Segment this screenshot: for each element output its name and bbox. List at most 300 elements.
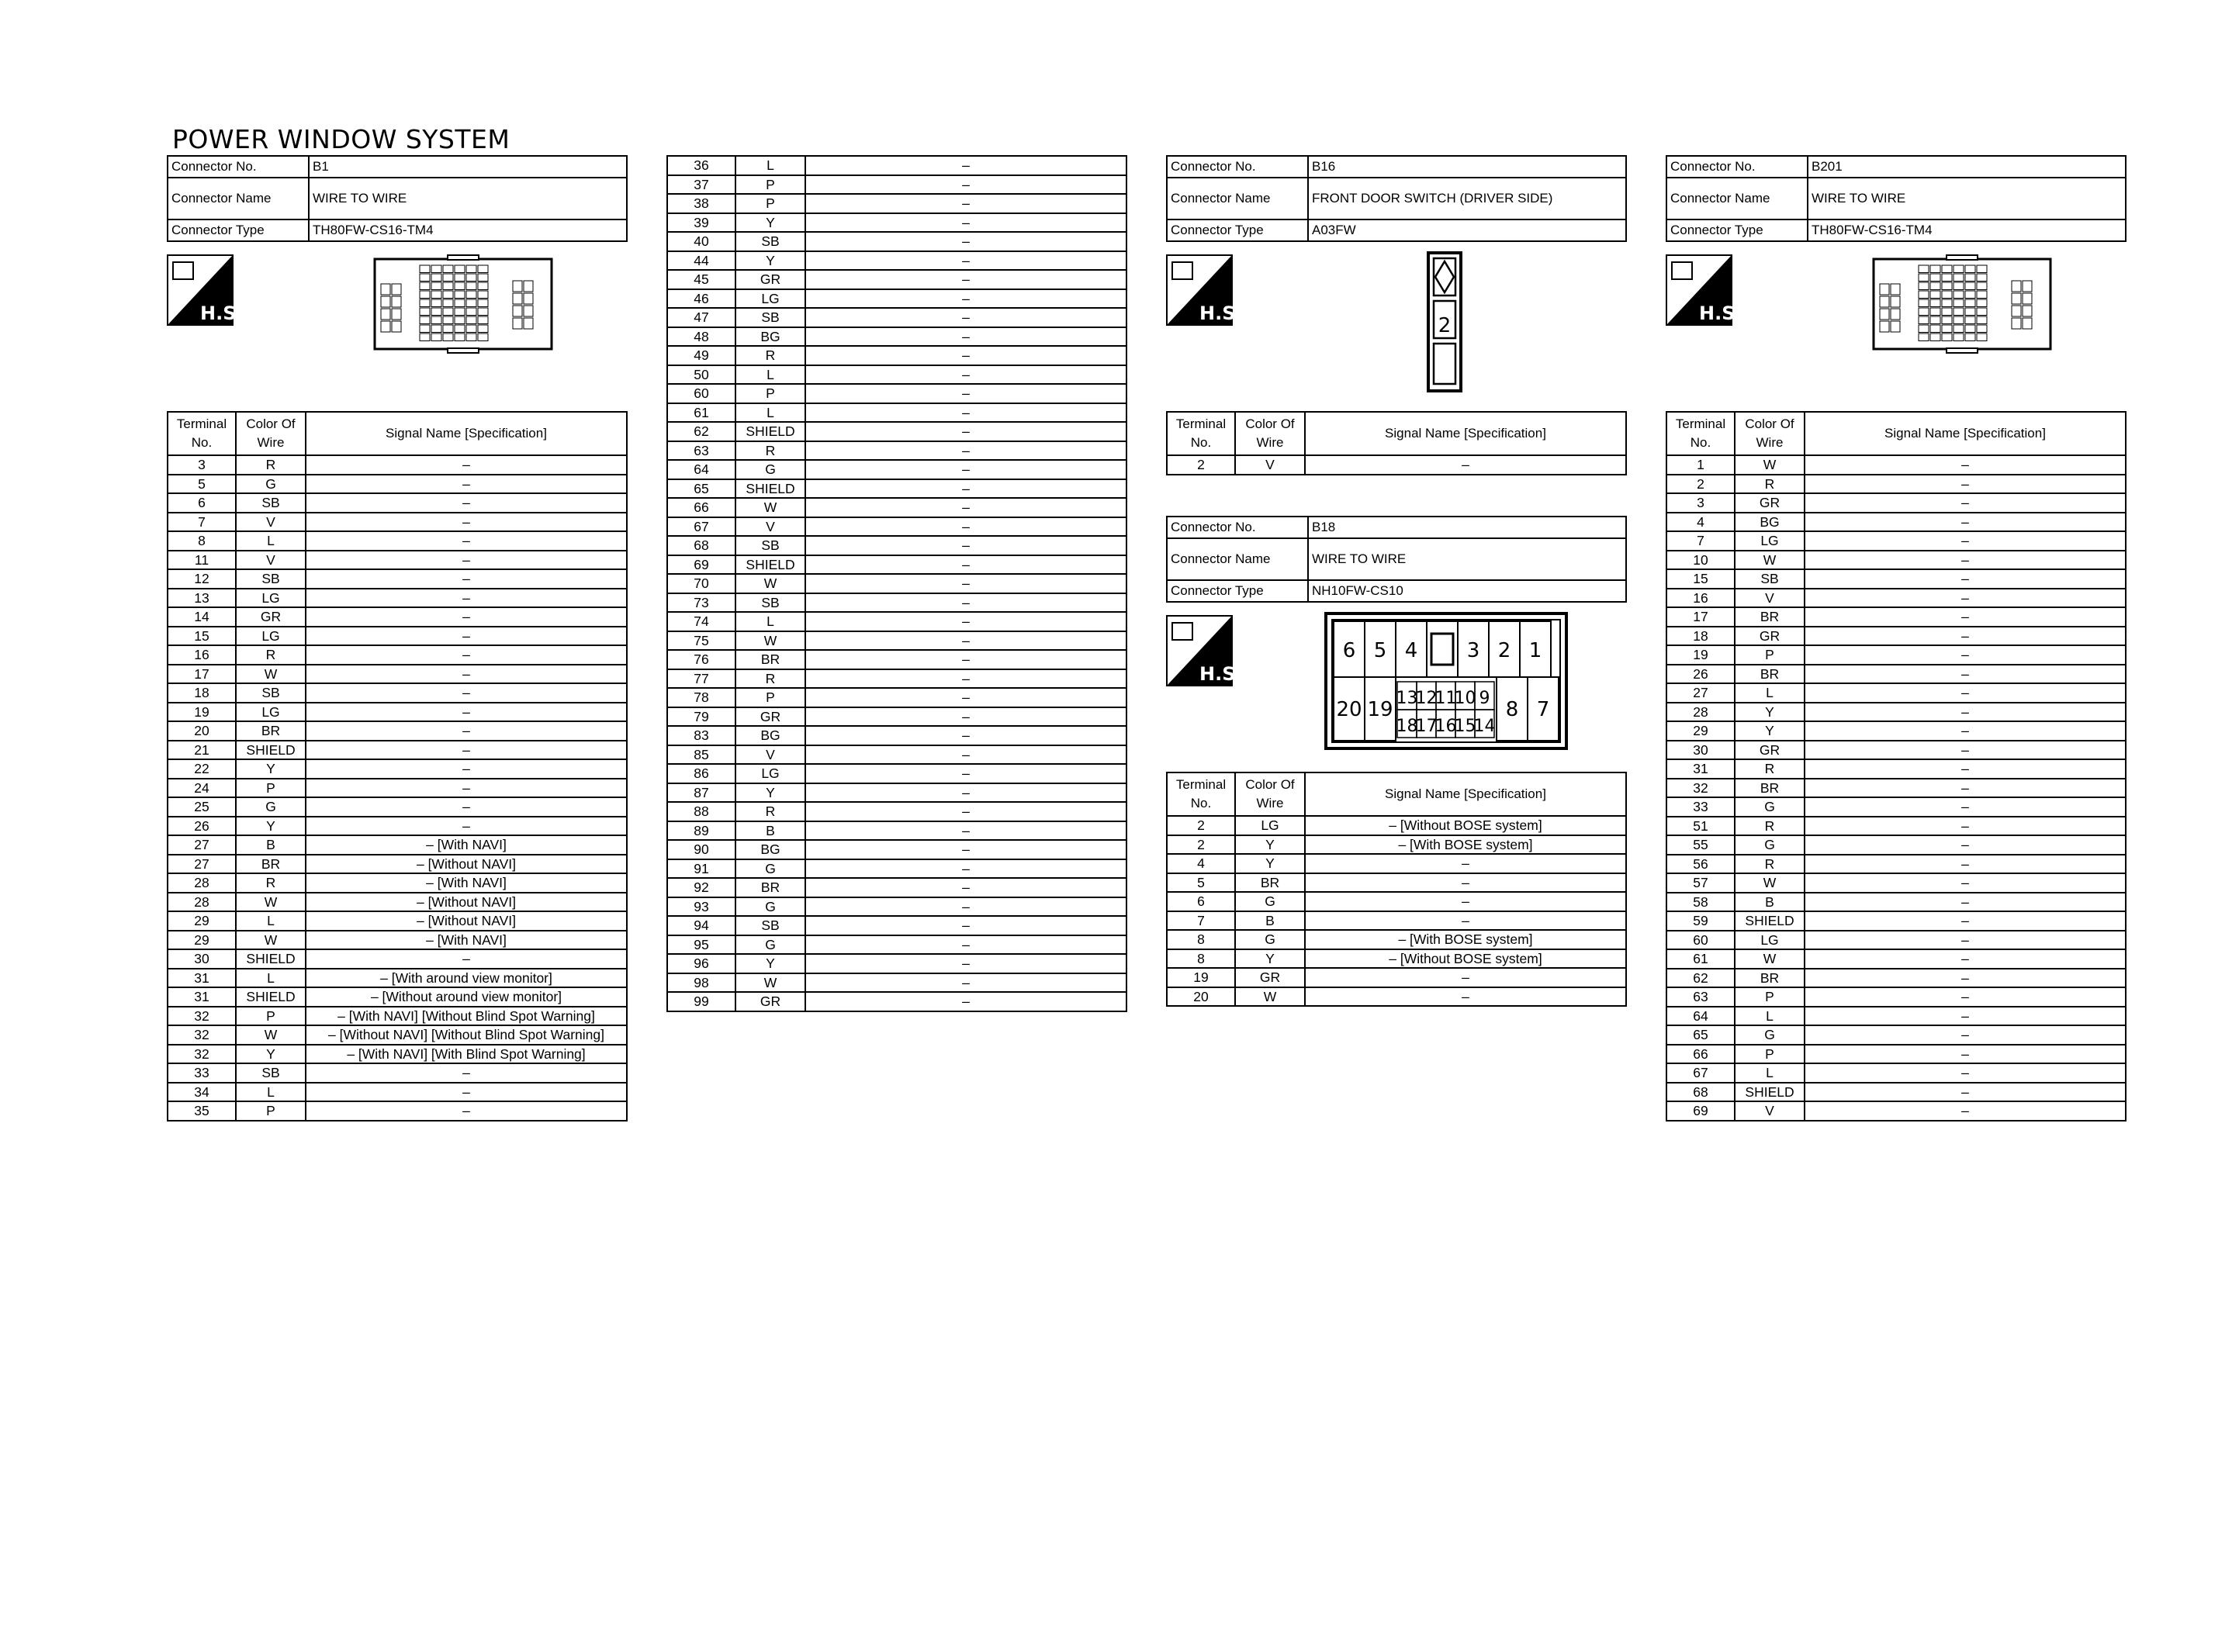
- table-row: [1666, 987, 2126, 1007]
- table-row: [168, 1025, 627, 1045]
- table-row: [667, 935, 1126, 955]
- wire-color-cell: P: [735, 688, 805, 707]
- table-row: [1666, 1063, 2126, 1083]
- page-title: POWER WINDOW SYSTEM: [172, 124, 510, 154]
- wire-color-cell: W: [1735, 455, 1805, 475]
- table-row: [667, 422, 1126, 441]
- terminal-no-cell: 6: [168, 493, 236, 513]
- table-row: [1666, 475, 2126, 494]
- signal-name-cell: –: [1805, 455, 2126, 475]
- table-row: [667, 612, 1126, 631]
- terminal-no-cell: 45: [667, 270, 735, 289]
- table-row: [667, 384, 1126, 403]
- table-row: [1167, 949, 1626, 969]
- table-row: [1167, 911, 1626, 931]
- wire-color-cell: W: [1235, 987, 1305, 1007]
- signal-name-cell: –: [805, 973, 1126, 993]
- wire-color-cell: R: [236, 645, 306, 665]
- wire-color-cell: G: [236, 797, 306, 817]
- signal-name-cell: –: [805, 555, 1126, 575]
- terminal-no-cell: 93: [667, 897, 735, 917]
- table-row: [667, 878, 1126, 897]
- table-row: [1167, 455, 1626, 475]
- terminal-no-cell: 79: [667, 707, 735, 727]
- connector-b201-diagram: [1666, 242, 2127, 411]
- signal-name-cell: – [With NAVI]: [306, 835, 627, 855]
- wire-color-cell: P: [236, 779, 306, 798]
- table-row: [168, 531, 627, 551]
- signal-name-cell: –: [306, 1063, 627, 1083]
- connector-no-label: Connector No.: [1666, 156, 1808, 178]
- wire-color-cell: R: [1735, 475, 1805, 494]
- table-row: [168, 721, 627, 741]
- pin-label: 11: [1434, 689, 1457, 708]
- terminal-no-cell: 27: [168, 835, 236, 855]
- connector-b1-face-icon: [373, 254, 553, 354]
- wire-color-cell: V: [735, 745, 805, 765]
- connector-no-value: B1: [309, 156, 627, 178]
- table-row: [667, 802, 1126, 821]
- wire-color-cell: R: [1735, 759, 1805, 779]
- table-row: [168, 475, 627, 494]
- wire-color-cell: SB: [236, 1063, 306, 1083]
- wire-color-cell: LG: [735, 764, 805, 783]
- terminal-no-cell: 1: [1666, 455, 1735, 475]
- wire-color-cell: BG: [735, 840, 805, 859]
- signal-name-cell: –: [805, 707, 1126, 727]
- pin-label: 3: [1466, 639, 1480, 662]
- wire-color-cell: V: [735, 517, 805, 537]
- wire-color-cell: SB: [735, 593, 805, 613]
- table-row: [168, 1063, 627, 1083]
- pin-label: 9: [1479, 689, 1490, 708]
- table-row: [1666, 911, 2126, 931]
- wire-color-cell: Y: [236, 1045, 306, 1064]
- terminal-no-cell: 7: [168, 513, 236, 532]
- terminal-no-cell: 20: [1167, 987, 1235, 1007]
- table-row: [1666, 779, 2126, 798]
- signal-name-cell: – [Without NAVI]: [306, 855, 627, 874]
- signal-name-cell: –: [805, 175, 1126, 195]
- terminal-no-cell: 28: [168, 893, 236, 912]
- terminal-no-cell: 61: [1666, 949, 1735, 969]
- wire-color-cell: GR: [1235, 968, 1305, 987]
- wire-color-cell: G: [1735, 1025, 1805, 1045]
- signal-name-cell: –: [1805, 513, 2126, 532]
- signal-name-cell: –: [1805, 741, 2126, 760]
- wire-color-cell: L: [1735, 1063, 1805, 1083]
- signal-name-cell: –: [306, 627, 627, 646]
- table-row: [667, 479, 1126, 499]
- terminal-no-cell: 3: [1666, 493, 1735, 513]
- wire-color-cell: V: [236, 513, 306, 532]
- signal-name-cell: –: [306, 1083, 627, 1102]
- terminal-no-cell: 91: [667, 859, 735, 879]
- table-row: [1167, 854, 1626, 873]
- signal-name-cell: –: [1805, 835, 2126, 855]
- terminal-no-cell: 58: [1666, 893, 1735, 912]
- terminal-no-cell: 2: [1167, 816, 1235, 835]
- table-row: [667, 403, 1126, 423]
- signal-name-cell: –: [1805, 969, 2126, 988]
- terminal-no-cell: 11: [168, 551, 236, 570]
- table-row: [667, 536, 1126, 555]
- terminal-no-cell: 24: [168, 779, 236, 798]
- signal-name-cell: –: [805, 460, 1126, 479]
- terminal-no-cell: 69: [667, 555, 735, 575]
- terminal-no-cell: 31: [168, 969, 236, 988]
- signal-name-cell: –: [1805, 1007, 2126, 1026]
- pin-label: 12: [1415, 689, 1438, 708]
- signal-name-cell: –: [1805, 873, 2126, 893]
- terminal-no-cell: 99: [667, 992, 735, 1011]
- terminal-no-cell: 16: [1666, 589, 1735, 608]
- terminal-no-cell: 8: [168, 531, 236, 551]
- table-row: [667, 289, 1126, 309]
- wire-color-cell: SHIELD: [735, 422, 805, 441]
- table-row: [667, 707, 1126, 727]
- table-row: [667, 156, 1126, 175]
- wire-color-cell: SB: [735, 916, 805, 935]
- terminal-no-cell: 63: [667, 441, 735, 461]
- terminal-no-cell: 74: [667, 612, 735, 631]
- wire-color-cell: BR: [1235, 873, 1305, 893]
- wire-color-cell: BR: [1735, 779, 1805, 798]
- connector-no-value: B16: [1308, 156, 1626, 178]
- signal-name-cell: –: [306, 797, 627, 817]
- harness-side-icon: [1166, 254, 1243, 326]
- terminal-no-cell: 67: [1666, 1063, 1735, 1083]
- pin-label: 19: [1367, 698, 1393, 721]
- wire-color-cell: V: [1235, 455, 1305, 475]
- signal-name-cell: –: [1805, 607, 2126, 627]
- signal-name-cell: –: [1805, 645, 2126, 665]
- table-row: [667, 650, 1126, 669]
- wire-color-cell: SB: [735, 308, 805, 327]
- table-row: [667, 916, 1126, 935]
- signal-name-cell: –: [1805, 855, 2126, 874]
- signal-name-cell: –: [1805, 627, 2126, 646]
- signal-name-cell: –: [805, 574, 1126, 593]
- signal-name-cell: –: [1305, 968, 1626, 987]
- signal-name-cell: –: [805, 213, 1126, 233]
- table-row: [1666, 1101, 2126, 1121]
- terminal-no-cell: 49: [667, 346, 735, 365]
- signal-name-cell: –: [805, 308, 1126, 327]
- terminal-no-cell: 2: [1167, 455, 1235, 475]
- terminal-no-cell: 32: [168, 1025, 236, 1045]
- wire-color-cell: W: [735, 631, 805, 651]
- connector-b16-diagram: [1166, 242, 1627, 411]
- signal-name-cell: –: [1305, 892, 1626, 911]
- terminal-no-cell: 25: [168, 797, 236, 817]
- wire-color-cell: L: [236, 531, 306, 551]
- signal-name-cell: –: [805, 992, 1126, 1011]
- wire-color-cell: P: [1735, 1045, 1805, 1064]
- pin-label: 10: [1454, 689, 1476, 708]
- wire-color-cell: BR: [236, 721, 306, 741]
- terminal-no-cell: 61: [667, 403, 735, 423]
- connector-b16-terminal-table: [1166, 411, 1627, 475]
- table-row: [667, 327, 1126, 347]
- terminal-no-cell: 33: [1666, 797, 1735, 817]
- wire-color-cell: LG: [236, 589, 306, 608]
- wire-color-cell: R: [735, 346, 805, 365]
- table-row: [667, 498, 1126, 517]
- wire-color-cell: L: [735, 403, 805, 423]
- terminal-no-cell: 18: [1666, 627, 1735, 646]
- wire-color-cell: BR: [1735, 607, 1805, 627]
- table-row: [168, 817, 627, 836]
- signal-name-cell: –: [1805, 703, 2126, 722]
- terminal-no-cell: 50: [667, 365, 735, 385]
- connector-no-label: Connector No.: [168, 156, 309, 178]
- wire-color-cell: V: [236, 551, 306, 570]
- pin-label: 18: [1396, 717, 1418, 736]
- pin-label: 15: [1454, 717, 1476, 736]
- table-row: [1666, 665, 2126, 684]
- wire-color-cell: Y: [236, 817, 306, 836]
- wire-color-cell: L: [236, 1083, 306, 1102]
- signal-name-cell: –: [805, 498, 1126, 517]
- table-row: [667, 726, 1126, 745]
- connector-name-label: Connector Name: [1167, 538, 1308, 580]
- table-row: [1666, 1083, 2126, 1102]
- terminal-no-cell: 32: [168, 1045, 236, 1064]
- signal-name-cell: –: [805, 802, 1126, 821]
- wire-color-cell: GR: [735, 270, 805, 289]
- wire-color-cell: GR: [236, 607, 306, 627]
- table-row: [667, 308, 1126, 327]
- signal-name-cell: –: [805, 441, 1126, 461]
- table-row: [1666, 513, 2126, 532]
- terminal-no-cell: 7: [1167, 911, 1235, 931]
- signal-name-cell: – [With NAVI] [With Blind Spot Warning]: [306, 1045, 627, 1064]
- terminal-no-cell: 95: [667, 935, 735, 955]
- svg-text:H.S.: H.S.: [1699, 302, 1742, 324]
- wire-color-cell: LG: [1735, 531, 1805, 551]
- terminal-no-cell: 59: [1666, 911, 1735, 931]
- wire-color-cell: GR: [1735, 627, 1805, 646]
- table-row: [1167, 968, 1626, 987]
- table-row: [667, 631, 1126, 651]
- signal-name-cell: –: [1805, 931, 2126, 950]
- connector-name-value: WIRE TO WIRE: [1308, 538, 1626, 580]
- terminal-no-cell: 30: [1666, 741, 1735, 760]
- signal-name-cell: –: [805, 251, 1126, 271]
- table-row: [168, 931, 627, 950]
- wire-color-cell: SHIELD: [236, 987, 306, 1007]
- terminal-no-cell: 8: [1167, 930, 1235, 949]
- svg-text:H.S.: H.S.: [1199, 302, 1243, 324]
- signal-name-cell: –: [805, 954, 1126, 973]
- signal-name-cell: – [With BOSE system]: [1305, 835, 1626, 855]
- terminal-no-cell: 36: [667, 156, 735, 175]
- table-row: [667, 973, 1126, 993]
- table-row: [1666, 759, 2126, 779]
- terminal-no-cell: 2: [1167, 835, 1235, 855]
- signal-name-cell: –: [1805, 589, 2126, 608]
- signal-name-cell: –: [1805, 987, 2126, 1007]
- pin-label: 8: [1505, 698, 1519, 721]
- signal-name-cell: –: [306, 665, 627, 684]
- wire-color-cell: SB: [735, 536, 805, 555]
- signal-name-cell: –: [1305, 911, 1626, 931]
- signal-name-cell: –: [306, 589, 627, 608]
- terminal-no-cell: 76: [667, 650, 735, 669]
- table-row: [1167, 835, 1626, 855]
- pin-label: 6: [1342, 639, 1356, 662]
- signal-name-cell: –: [1805, 721, 2126, 741]
- signal-name-cell: –: [306, 645, 627, 665]
- connector-name-value: WIRE TO WIRE: [309, 178, 627, 219]
- connector-type-label: Connector Type: [1167, 219, 1308, 241]
- table-row: [667, 669, 1126, 689]
- terminal-no-cell: 60: [1666, 931, 1735, 950]
- terminal-no-header: Terminal No.: [168, 412, 236, 455]
- table-row: [168, 1083, 627, 1102]
- terminal-no-cell: 83: [667, 726, 735, 745]
- wire-color-cell: P: [1735, 987, 1805, 1007]
- signal-name-cell: – [Without NAVI]: [306, 893, 627, 912]
- wire-color-cell: B: [236, 835, 306, 855]
- signal-name-cell: – [Without BOSE system]: [1305, 949, 1626, 969]
- table-row: [1666, 703, 2126, 722]
- terminal-no-cell: 66: [1666, 1045, 1735, 1064]
- table-row: [168, 741, 627, 760]
- signal-name-cell: –: [1805, 665, 2126, 684]
- terminal-no-cell: 66: [667, 498, 735, 517]
- signal-name-cell: –: [805, 859, 1126, 879]
- wire-color-cell: L: [735, 612, 805, 631]
- terminal-no-cell: 40: [667, 232, 735, 251]
- terminal-no-header: Terminal No.: [1666, 412, 1735, 455]
- wire-color-cell: Y: [1235, 835, 1305, 855]
- connector-type-label: Connector Type: [1666, 219, 1808, 241]
- wire-color-cell: R: [735, 669, 805, 689]
- wire-color-cell: G: [1235, 892, 1305, 911]
- wire-color-cell: SHIELD: [236, 949, 306, 969]
- wire-color-cell: GR: [1735, 741, 1805, 760]
- signal-name-cell: –: [805, 232, 1126, 251]
- signal-name-cell: –: [306, 779, 627, 798]
- terminal-no-cell: 6: [1167, 892, 1235, 911]
- table-row: [168, 645, 627, 665]
- table-row: [168, 493, 627, 513]
- terminal-no-cell: 65: [667, 479, 735, 499]
- connector-name-label: Connector Name: [1167, 178, 1308, 219]
- wire-color-cell: LG: [1235, 816, 1305, 835]
- terminal-no-cell: 60: [667, 384, 735, 403]
- connector-no-label: Connector No.: [1167, 517, 1308, 538]
- table-row: [168, 1101, 627, 1121]
- wire-color-cell: R: [735, 802, 805, 821]
- wire-color-cell: SB: [236, 683, 306, 703]
- signal-name-cell: – [With NAVI]: [306, 931, 627, 950]
- wire-color-cell: SB: [1735, 569, 1805, 589]
- wire-color-cell: SHIELD: [735, 555, 805, 575]
- connector-b201-face-icon: [1872, 254, 2052, 354]
- terminal-no-cell: 86: [667, 764, 735, 783]
- connector-b16-info: [1166, 155, 1627, 242]
- wire-color-cell: BR: [1735, 969, 1805, 988]
- table-row: [168, 835, 627, 855]
- connector-no-label: Connector No.: [1167, 156, 1308, 178]
- table-row: [1666, 551, 2126, 570]
- pin-label: 17: [1415, 717, 1438, 736]
- signal-name-cell: –: [805, 745, 1126, 765]
- pin-label: 5: [1373, 639, 1387, 662]
- terminal-no-cell: 29: [168, 911, 236, 931]
- terminal-no-cell: 4: [1666, 513, 1735, 532]
- signal-name-cell: –: [805, 289, 1126, 309]
- harness-side-icon: [1166, 615, 1243, 686]
- terminal-no-cell: 44: [667, 251, 735, 271]
- terminal-no-cell: 29: [1666, 721, 1735, 741]
- wire-color-cell: B: [735, 821, 805, 841]
- table-row: [168, 1045, 627, 1064]
- table-row: [1666, 645, 2126, 665]
- terminal-no-cell: 68: [1666, 1083, 1735, 1102]
- signal-name-cell: –: [1805, 1045, 2126, 1064]
- connector-b1-section: [167, 155, 628, 1121]
- signal-name-cell: –: [1805, 779, 2126, 798]
- wire-color-cell: P: [735, 194, 805, 213]
- signal-name-cell: –: [306, 741, 627, 760]
- table-row: [1167, 930, 1626, 949]
- table-row: [667, 745, 1126, 765]
- table-row: [667, 460, 1126, 479]
- terminal-no-cell: 32: [1666, 779, 1735, 798]
- signal-name-cell: –: [1805, 1025, 2126, 1045]
- wire-color-cell: LG: [236, 627, 306, 646]
- terminal-no-cell: 47: [667, 308, 735, 327]
- table-row: [1666, 969, 2126, 988]
- wire-color-cell: W: [236, 931, 306, 950]
- pin-label: 2: [1438, 314, 1452, 337]
- table-row: [1666, 531, 2126, 551]
- connector-no-value: B201: [1808, 156, 2126, 178]
- connector-b201-terminal-table: [1666, 411, 2127, 1121]
- table-row: [168, 455, 627, 475]
- table-row: [168, 855, 627, 874]
- table-row: [168, 1007, 627, 1026]
- signal-name-cell: –: [805, 669, 1126, 689]
- wire-color-cell: SB: [735, 232, 805, 251]
- signal-name-header: Signal Name [Specification]: [1305, 772, 1626, 816]
- wire-color-cell: W: [1735, 949, 1805, 969]
- wire-color-cell: R: [236, 873, 306, 893]
- wire-color-cell: BR: [1735, 665, 1805, 684]
- terminal-no-cell: 5: [1167, 873, 1235, 893]
- signal-name-cell: –: [306, 513, 627, 532]
- table-row: [168, 627, 627, 646]
- wire-color-cell: R: [236, 455, 306, 475]
- connector-type-label: Connector Type: [168, 219, 309, 241]
- table-row: [1666, 797, 2126, 817]
- table-row: [667, 897, 1126, 917]
- table-row: [667, 441, 1126, 461]
- wire-color-cell: LG: [735, 289, 805, 309]
- table-row: [168, 893, 627, 912]
- terminal-no-cell: 62: [1666, 969, 1735, 988]
- wire-color-cell: SB: [236, 569, 306, 589]
- signal-name-cell: – [Without NAVI]: [306, 911, 627, 931]
- terminal-no-cell: 70: [667, 574, 735, 593]
- connector-b18-face-icon: [1324, 612, 1568, 750]
- table-row: [1666, 455, 2126, 475]
- connector-b1-continued-section: [666, 155, 1127, 1012]
